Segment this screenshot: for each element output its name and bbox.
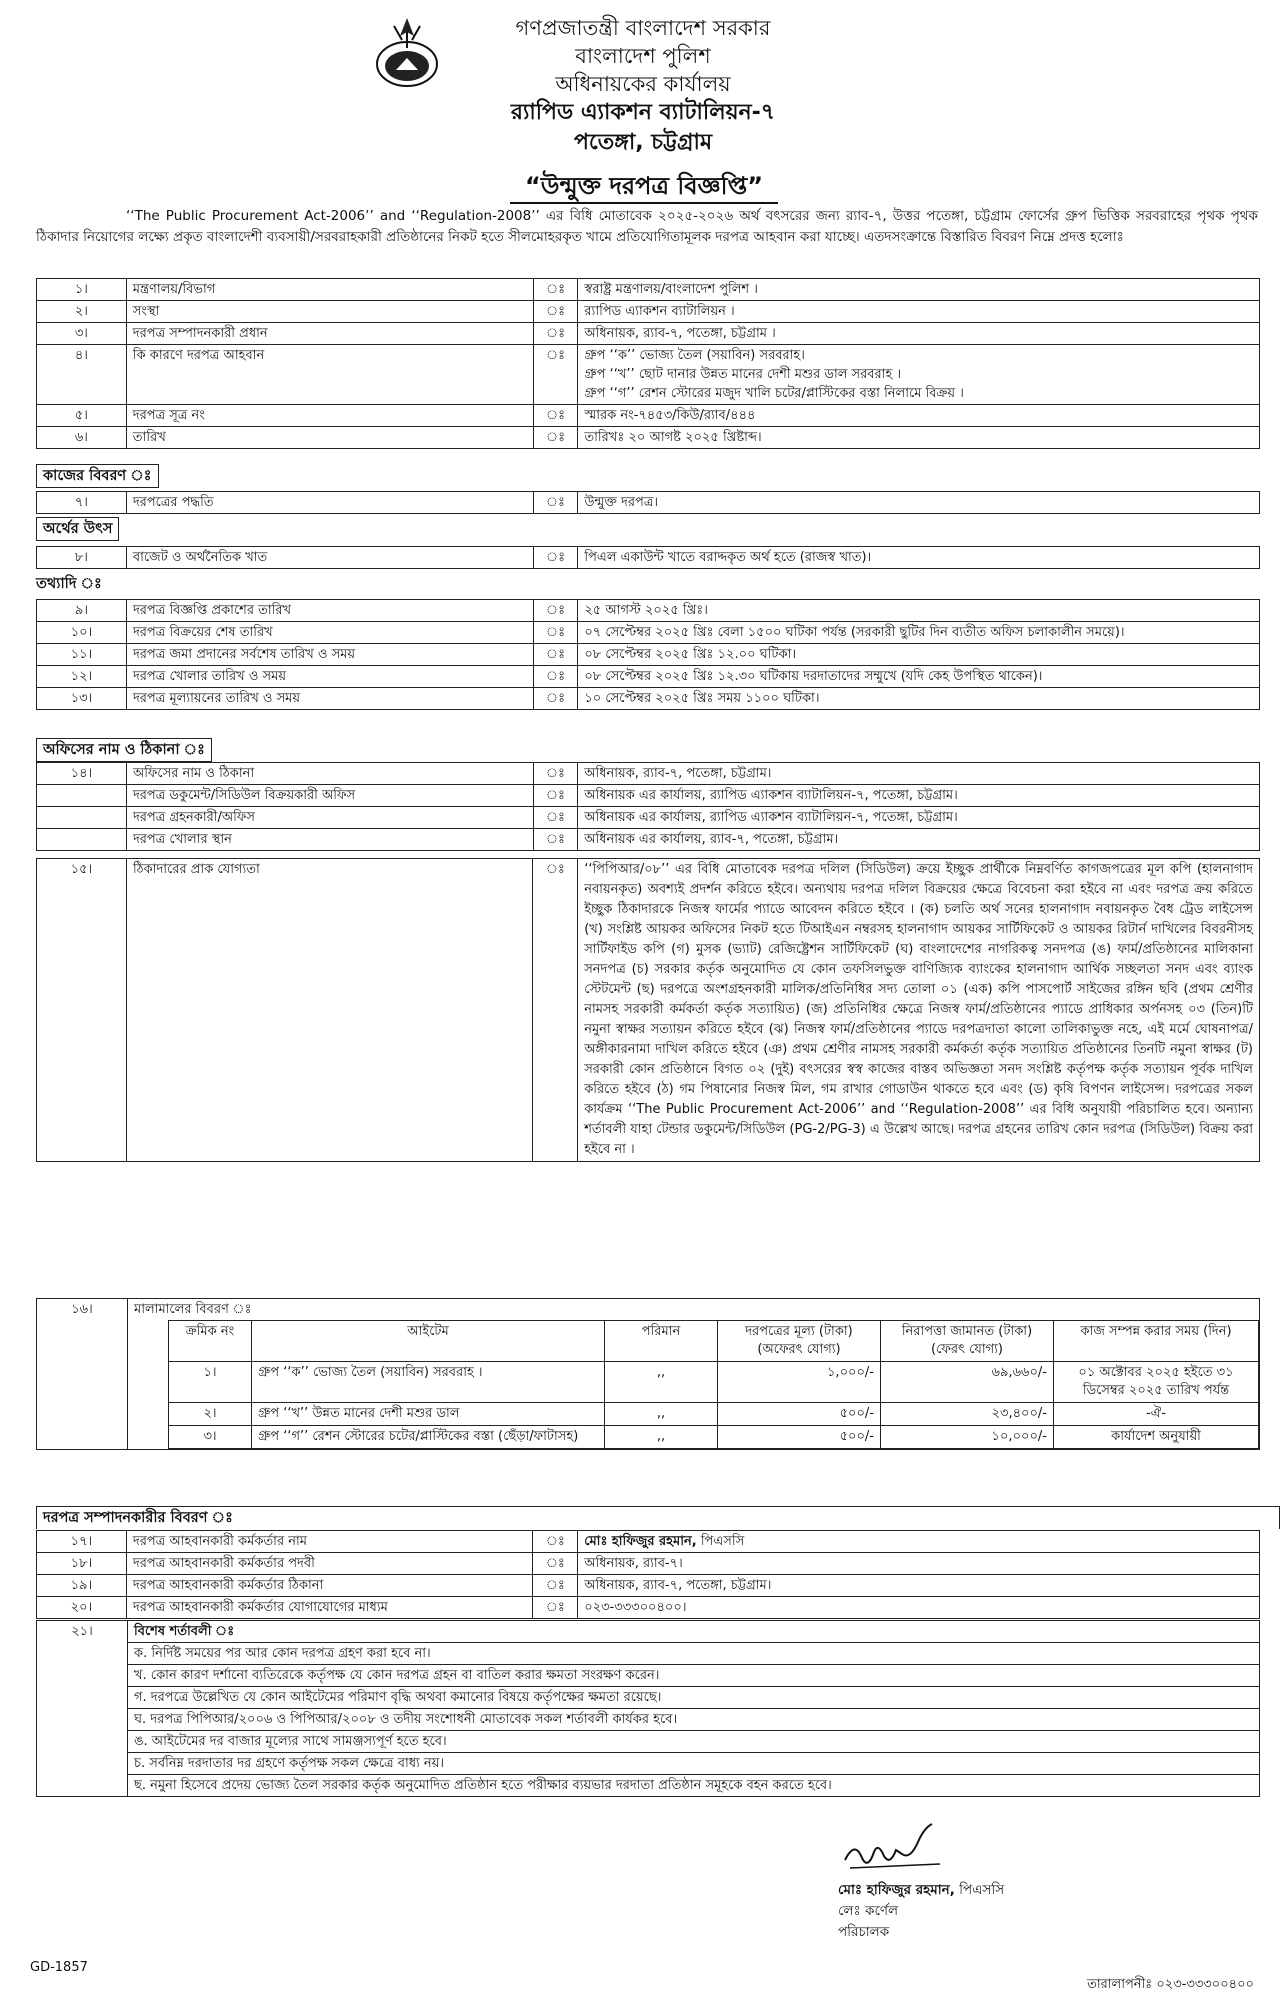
row-value [578,1531,1260,1553]
goods-cell-item: গ্রুপ ‘‘ক’’ ভোজ্য তৈল (সয়াবিন) সরবরাহ । [252,1362,605,1403]
row-number [37,829,127,851]
basic-info-table [36,278,1260,449]
row-label: বাজেট ও অর্থনৈতিক খাত [126,547,533,569]
row-label: তারিখ [126,427,533,449]
term-row [37,1731,1260,1753]
colon-separator: ঃ [533,763,578,785]
colon-separator: ঃ [533,323,578,345]
row-number [37,785,127,807]
row-value: ০৮ সেপ্টেম্বর ২০২৫ খ্রিঃ ১২.০০ ঘটিকা। [578,644,1260,666]
goods-cell-price: ১,০০০/- [718,1362,881,1403]
goods-cell-qty: ,, [605,1426,718,1449]
goods-section [36,1298,1260,1450]
row-label: দরপত্র বিক্রয়ের শেষ তারিখ [126,622,533,644]
colon-separator: ঃ [533,345,578,405]
section-office: অফিসের নাম ও ঠিকানা ঃ [36,738,212,762]
row-label: দরপত্র আহবানকারী কর্মকর্তার যোগাযোগের মাধ্যম [126,1597,533,1619]
value-bold: মোঃ হাফিজুর রহমান, [584,1534,697,1549]
signatory-name: মোঃ হাফিজুর রহমান, [838,1882,955,1898]
row-number: ১৩। [37,688,127,710]
row-label: দরপত্র সূত্র নং [126,405,533,427]
colon-separator: ঃ [533,279,578,301]
row-value: র‌্যাপিড এ্যাকশন ব্যাটালিয়ন । [578,301,1260,323]
row-number: ৪। [37,345,127,405]
row-label: দরপত্র মূল্যায়নের তারিখ ও সময় [126,688,533,710]
row-number: ১৬। [37,1299,128,1450]
colon-separator: ঃ [533,405,578,427]
row-label: অফিসের নাম ও ঠিকানা [126,763,533,785]
table-row [37,600,1260,622]
table-row [37,829,1260,851]
colon-separator: ঃ [533,807,578,829]
row-value: অধিনায়ক, র‌্যাব-৭। [578,1553,1260,1575]
row-value: অধিনায়ক এর কার্যালয়, র‌্যাপিড এ্যাকশন ব্যাটালিয়ন-৭, পতেঙ্গা, চট্টগ্রাম। [578,807,1260,829]
row-label: দরপত্র বিজ্ঞপ্তি প্রকাশের তারিখ [126,600,533,622]
table-row [37,785,1260,807]
goods-cell-qty: ,, [605,1362,718,1403]
signature-block [838,1880,1004,1943]
row-label: ঠিকাদারের প্রাক যোগ্যতা [126,859,533,1162]
goods-cell-sl: ১। [169,1362,252,1403]
goods-cell-time: -ঐ- [1054,1403,1259,1426]
signatory-suffix: পিএসসি [954,1882,1005,1898]
row-number: ১। [37,279,127,301]
table-row [37,1597,1260,1619]
goods-cell-item: গ্রুপ ‘‘খ’’ উন্নত মানের দেশী মশুর ডাল [252,1403,605,1426]
term-item: ঙ. আইটেমের দর বাজার মূল্যের সাথে সামঞ্জস্যপূর্ণ হতে হবে। [128,1731,1260,1753]
section-officer: দরপত্র সম্পাদনকারীর বিবরণ ঃ [36,1506,1280,1529]
goods-table [168,1320,1259,1449]
row-number: ১৮। [37,1553,127,1575]
row-value: ০২৩-৩৩৩০০৪০০। [578,1597,1260,1619]
term-item: ঘ. দরপত্র পিপিআর/২০০৬ ও পিপিআর/২০০৮ ও তদীয় সংশোধনী মোতাবেক সকল শর্তাবলী কার্যকর হবে। [128,1709,1260,1731]
table-row [37,622,1260,644]
colon-separator: ঃ [533,666,578,688]
row-number: ১১। [37,644,127,666]
column-header: নিরাপত্তা জামানত (টাকা) (ফেরৎ যোগ্য) [881,1321,1054,1362]
row-number: ৩। [37,323,127,345]
method-table [36,491,1260,514]
intro-text: ‘‘The Public Procurement Act-2006’’ and ‘‘Regulation-2008’’ এর বিধি মোতাবেক ২০২৫-২০২৬ অর্থ বৎসরের জন্য র‌্যাব-৭, উত্তর পতেঙ্গা, চট্টগ্রাম ফোর্সের গ্রুপ ভিত্তিক সরবরাহের পৃথক পৃথক ঠিকাদার নিয়োগের লক্ষ্যে প্রকৃত বাংলাদেশী ব্যবসায়ী/সরবরাহকারী প্রতিষ্ঠানের নিকট হতে সীলমোহরকৃত খামে প্রতিযোগিতামূলক দরপত্র আহবান করা যাচ্ছে। এতদসংক্রান্তে বিস্তারিত বিবরণ নিম্নে প্রদত্ত হলোঃ [36,208,1258,245]
colon-separator: ঃ [533,622,578,644]
colon-separator: ঃ [533,688,578,710]
table-row [37,345,1260,405]
table-row [37,1531,1260,1553]
row-value: পিএল একাউন্ট খাতে বরাদ্দকৃত অর্থ হতে (রাজস্ব খাত)। [578,547,1260,569]
goods-row [169,1426,1259,1449]
colon-separator: ঃ [533,785,578,807]
row-value: অধিনায়ক, র‌্যাব-৭, পতেঙ্গা, চট্টগ্রাম। [578,1575,1260,1597]
qualification-table [36,858,1260,1162]
row-number: ১৭। [37,1531,127,1553]
term-item: ছ. নমুনা হিসেবে প্রদেয় ভোজ্য তৈল সরকার কর্তৃক অনুমোদিত প্রতিষ্ঠান হতে পরীক্ষার ব্যয়ভার দরদাতা প্রতিষ্ঠান সমূহকে বহন করতে হবে। [128,1775,1260,1797]
row-value: অধিনায়ক এর কার্যালয়, র‌্যাপিড এ্যাকশন ব্যাটালিয়ন-৭, পতেঙ্গা, চট্টগ্রাম। [578,785,1260,807]
colon-separator: ঃ [533,859,578,1162]
special-terms-table [36,1620,1260,1797]
value-line: গ্রুপ ‘‘খ’’ ছোট দানার উন্নত মানের দেশী মশুর ডাল সরবরাহ । [584,367,902,382]
colon-separator: ঃ [533,1575,578,1597]
goods-table-header [169,1321,1259,1362]
colon-separator: ঃ [533,492,578,514]
row-value: ০৭ সেপ্টেম্বর ২০২৫ খ্রিঃ বেলা ১৫০০ ঘটিকা পর্যন্ত (সরকারী ছুটির দিন ব্যতীত অফিস চলাকালীন সময়ে)। [578,622,1260,644]
row-number: ১০। [37,622,127,644]
row-value: ১০ সেপ্টেম্বর ২০২৫ খ্রিঃ সময় ১১০০ ঘটিকা। [578,688,1260,710]
column-header: ক্রমিক নং [169,1321,252,1362]
goods-cell-time: কার্যাদেশ অনুযায়ী [1054,1426,1259,1449]
dept-name: বাংলাদেশ পুলিশ [575,44,711,68]
row-number: ২১। [37,1621,128,1797]
colon-separator: ঃ [533,829,578,851]
section-info: তথ্যাদি ঃ [36,573,102,595]
row-label: বিশেষ শর্তাবলী ঃ [128,1621,1260,1643]
goods-cell-sl: ২। [169,1403,252,1426]
table-row [37,427,1260,449]
goods-body-row [37,1320,1260,1450]
row-label: দরপত্র খোলার তারিখ ও সময় [126,666,533,688]
row-label: দরপত্রের পদ্ধতি [126,492,533,514]
row-number: ২০। [37,1597,127,1619]
govt-name: গণপ্রজাতন্ত্রী বাংলাদেশ সরকার [515,16,771,40]
goods-cell-price: ৫০০/- [718,1426,881,1449]
row-number: ১৪। [37,763,127,785]
row-number: ৭। [37,492,127,514]
table-row [37,807,1260,829]
table-row [37,859,1260,1162]
goods-row [169,1362,1259,1403]
section-fund: অর্থের উৎস [36,517,119,541]
letterhead [0,14,1286,158]
section-work: কাজের বিবরণ ঃ [36,464,159,488]
column-header: আইটেম [252,1321,605,1362]
value-line: গ্রুপ ‘‘গ’’ রেশন স্টোরের মজুদ খালি চটের/প্লাস্টিকের বস্তা নিলামে বিক্রয় । [584,386,964,401]
term-item: খ. কোন কারণ দর্শানো ব্যতিরেকে কর্তৃপক্ষ যে কোন দরপত্র গ্রহন বা বাতিল করার ক্ষমতা সংরক্ষণ করেন। [128,1665,1260,1687]
office-table [36,762,1260,851]
row-number: ৯। [37,600,127,622]
goods-cell-sl: ৩। [169,1426,252,1449]
row-value: উন্মুক্ত দরপত্র। [578,492,1260,514]
row-number: ২। [37,301,127,323]
goods-cell-qty: ,, [605,1403,718,1426]
goods-cell-time: ০১ অক্টোবর ২০২৫ হইতে ৩১ ডিসেম্বর ২০২৫ তারিখ পর্যন্ত [1054,1362,1259,1403]
row-label: মন্ত্রণালয়/বিভাগ [126,279,533,301]
goods-cell-price: ৫০০/- [718,1403,881,1426]
unit-name: র‌্যাপিড এ্যাকশন ব্যাটালিয়ন-৭ [510,100,776,125]
row-number: ১৫। [37,859,127,1162]
gd-code: GD-1857 [30,1960,88,1975]
row-number: ৬। [37,427,127,449]
row-value: ২৫ আগস্ট ২০২৫ খ্রিঃ। [578,600,1260,622]
term-row [37,1665,1260,1687]
table-row [37,323,1260,345]
column-header: পরিমান [605,1321,718,1362]
row-label: মালামালের বিবরণ ঃ [128,1299,1260,1321]
value-line: গ্রুপ ‘‘ক’’ ভোজ্য তৈল (সয়াবিন) সরবরাহ। [584,348,805,363]
colon-separator: ঃ [533,600,578,622]
goods-cell-security: ১০,০০০/- [881,1426,1054,1449]
intro-paragraph [36,206,1258,248]
goods-header-row [37,1299,1260,1321]
term-item: ক. নির্দিষ্ট সময়ের পর আর কোন দরপত্র গ্রহণ করা হবে না। [128,1643,1260,1665]
row-value: ‘‘পিপিআর/০৮’’ এর বিধি মোতাবেক দরপত্র দলিল (সিডিউল) ক্রয়ে ইচ্ছুক প্রার্থীকে নিম্নবর্ণিত কাগজপত্রের মূল কপি (হালনাগাদ নবায়নকৃত) অবশ্যই প্রদর্শন করিতে হইবে। অন্যথায় দরপত্র দলিল বিক্রয়ের ক্ষেত্রে বিবেচনা করা হইবে না এবং দরপত্র ক্রয় করিতে ইচ্ছুক ঠিকাদারকে নিজস্ব ফার্মের প্যাডে আবেদন করিতে হইবে । (ক) চলতি অর্থ সনের হালনাগাদ নবায়নকৃত বৈধ ট্রেড লাইসেন্স (খ) সংশ্লিষ্ট আয়কর অফিসের নিকট হতে টিআইএন নম্বরসহ হালনাগাদ আয়কর সার্টিফিকেট ও আয়কর রিটার্ন দাখিলের বিবরনীসহ সার্টিফাইড কপি (গ) মুসক (ভ্যাট) রেজিষ্ট্রেশন সার্টিফিকেট (ঘ) বাংলাদেশের নাগরিকত্ব সনদপত্র (ঙ) ফার্ম/প্রতিষ্ঠানের মালিকানা সনদপত্র (চ) সরকার কর্তৃক অনুমোদিত যে কোন তফসিলভুক্ত বাণিজ্যিক ব্যাংকের হালনাগাদ আর্থিক সচ্ছলতা সনদ এবং ব্যাংক স্টেটমেন্ট (ছ) দরপত্রে অংশগ্রহনকারী মালিক/প্রতিনিধির সদ্য তোলা ০১ (এক) কপি পাসপোর্ট সাইজের রঙ্গিন ছবি (প্রথম শ্রেণীর নামসহ সরকারী কর্মকর্তা কর্তৃক সত্যায়িত) (জ) প্রতিনিধির ক্ষেত্রে নিজস্ব ফার্ম/প্রতিষ্ঠানের প্যাডে প্রাধিকার অর্পনসহ ০৩ (তিন)টি নমুনা স্বাক্ষর সত্যায়ন করিতে হইবে (ঝ) নিজস্ব ফার্ম/প্রতিষ্ঠানের প্যাডে দরপত্রদাতা কালো তালিকাভুক্ত নহে, এই মর্মে ঘোষনাপত্র/অঙ্গীকারনামা দাখিল করিতে হইবে (ঞ) প্রথম শ্রেণীর নামসহ সরকারী কর্মকর্তা কর্তৃক সত্যায়িত প্রতিষ্ঠানের তিনটি নমুনা স্বাক্ষর (ট) সরকারী কোন প্রতিষ্ঠানে বিগত ০২ (দুই) বৎসরের স্বস্ব কাজের বাস্তব অভিজ্ঞতা সনদ সংশ্লিষ্ট কর্তৃপক্ষ কর্তৃক সত্যায়ন পূর্বক দাখিল করিতে হইবে (ঠ) গম পিষানোর নিজস্ব মিল, গম রাখার গোডাউন থাকতে হবে এবং (ড) কৃষি বিপণন লাইসেন্স। দরপত্রের সকল কার্যক্রম ‘‘The Public Procurement Act-2006’’ and ‘‘Regulation-2008’’ এর বিধি অনুযায়ী পরিচালিত হবে। অন্যান্য শর্তাবলী যাহা টেন্ডার ডকুমেন্ট/সিডিউল (PG-2/PG-3) এ উল্লেখ আছে। দরপত্র গ্রহনের তারিখ কোন দরপত্র (সিডিউল) বিক্রয় করা হইবে না । [578,859,1260,1162]
term-row [37,1643,1260,1665]
row-number: ১২। [37,666,127,688]
signatory-post: পরিচালক [838,1924,890,1940]
colon-separator: ঃ [533,1531,578,1553]
colon-separator: ঃ [533,301,578,323]
goods-cell-security: ২৩,৪০০/- [881,1403,1054,1426]
signatory-rank: লেঃ কর্ণেল [838,1903,899,1919]
table-row [37,1575,1260,1597]
colon-separator: ঃ [533,1597,578,1619]
column-header: দরপত্রের মূল্য (টাকা) (অফেরৎ যোগ্য) [718,1321,881,1362]
row-number: ৮। [37,547,127,569]
location: পতেঙ্গা, চট্টগ্রাম [573,130,713,155]
row-value: অধিনায়ক, র‌্যাব-৭, পতেঙ্গা, চট্টগ্রাম । [578,323,1260,345]
goods-row [169,1403,1259,1426]
table-row [37,688,1260,710]
colon-separator: ঃ [533,644,578,666]
row-value: ০৮ সেপ্টেম্বর ২০২৫ খ্রিঃ ১২.৩০ ঘটিকায় দরদাতাদের সম্মুখে (যদি কেহ উপস্থিত থাকেন)। [578,666,1260,688]
timeline-table [36,599,1260,710]
row-number: ৫। [37,405,127,427]
row-value: তারিখঃ ২০ আগষ্ট ২০২৫ খ্রিষ্টাব্দ। [578,427,1260,449]
goods-container [128,1320,1260,1450]
row-label: সংস্থা [126,301,533,323]
table-row [37,1553,1260,1575]
row-number: ১৯। [37,1575,127,1597]
row-value [578,345,1260,405]
table-row [37,547,1260,569]
term-row [37,1709,1260,1731]
goods-cell-security: ৬৯,৬৬০/- [881,1362,1054,1403]
goods-cell-item: গ্রুপ ‘‘গ’’ রেশন স্টোরের চটের/প্লাস্টিকের বস্তা (ছেঁড়া/ফাটাসহ) [252,1426,605,1449]
term-item: চ. সর্বনিম্ন দরদাতার দর গ্রহণে কর্তৃপক্ষ সকল ক্ষেত্রে বাধ্য নয়। [128,1753,1260,1775]
row-label: দরপত্র সম্পাদনকারী প্রধান [126,323,533,345]
table-row [37,666,1260,688]
colon-separator: ঃ [533,1553,578,1575]
column-header: কাজ সম্পন্ন করার সময় (দিন) [1054,1321,1259,1362]
colon-separator: ঃ [533,427,578,449]
row-label: দরপত্র আহবানকারী কর্মকর্তার পদবী [126,1553,533,1575]
table-row [37,279,1260,301]
row-label: কি কারণে দরপত্র আহবান [126,345,533,405]
row-value: স্বরাষ্ট্র মন্ত্রণালয়/বাংলাদেশ পুলিশ । [578,279,1260,301]
row-value: অধিনায়ক এর কার্যালয়, র‌্যাব-৭, পতেঙ্গা, চট্টগ্রাম। [578,829,1260,851]
colon-separator: ঃ [533,547,578,569]
term-row [37,1753,1260,1775]
term-row [37,1775,1260,1797]
row-label: দরপত্র খোলার স্থান [126,829,533,851]
officer-table [36,1530,1260,1619]
row-number [37,807,127,829]
table-row [37,301,1260,323]
table-row [37,492,1260,514]
signature-scribble [840,1820,960,1880]
notice-title: “উন্মুক্ত দরপত্র বিজ্ঞপ্তি” [510,170,778,204]
row-label: দরপত্র ডকুমেন্ট/সিডিউল বিক্রয়কারী অফিস [126,785,533,807]
term-item: গ. দরপত্রে উল্লেখিত যে কোন আইটেমের পরিমাণ বৃদ্ধি অথবা কমানোর বিষয়ে কর্তৃপক্ষের ক্ষমতা রয়েছে। [128,1687,1260,1709]
contact-phone: তারালাপনীঃ ০২৩-৩৩৩০০৪০০ [1087,1977,1254,1992]
row-value: স্মারক নং-৭৪৫৩/কিউ/র‌্যাব/৪৪৪ [578,405,1260,427]
row-label: দরপত্র আহবানকারী কর্মকর্তার ঠিকানা [126,1575,533,1597]
table-row [37,763,1260,785]
table-row [37,405,1260,427]
row-label: দরপত্র আহবানকারী কর্মকর্তার নাম [126,1531,533,1553]
table-row [37,644,1260,666]
fund-table [36,546,1260,569]
row-label: দরপত্র জমা প্রদানের সর্বশেষ তারিখ ও সময় [126,644,533,666]
row-label: দরপত্র গ্রহনকারী/অফিস [126,807,533,829]
term-row [37,1687,1260,1709]
office-name: অধিনায়কের কার্যালয় [555,72,731,96]
row-value: অধিনায়ক, র‌্যাব-৭, পতেঙ্গা, চট্টগ্রাম। [578,763,1260,785]
value-suffix: পিএসসি [696,1534,745,1549]
terms-header-row [37,1621,1260,1643]
